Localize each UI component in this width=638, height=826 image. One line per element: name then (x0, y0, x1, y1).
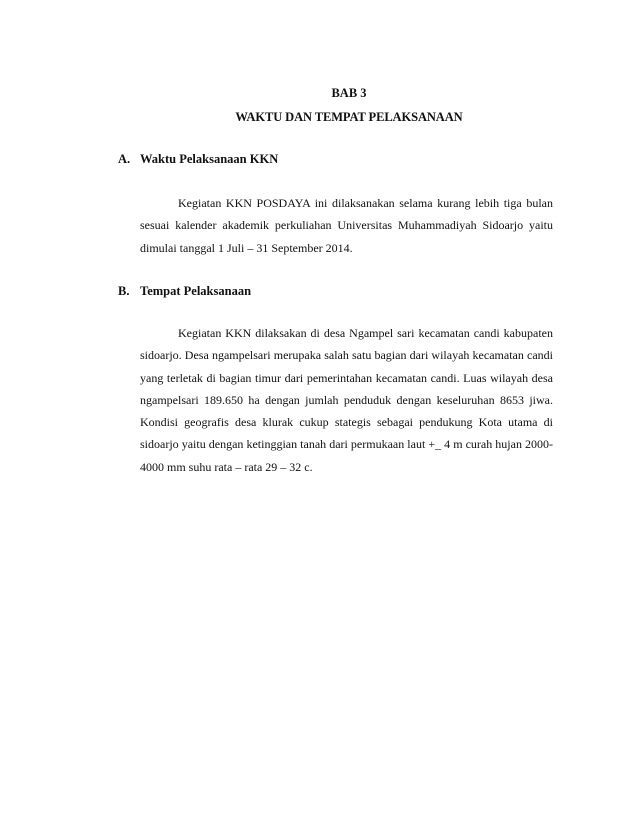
section-b-number: B. (118, 284, 130, 298)
chapter-label: BAB 3 (331, 86, 367, 100)
section-a-title: Waktu Pelaksanaan KKN (140, 152, 279, 166)
section-b-title: Tempat Pelaksanaan (140, 284, 252, 298)
section-a-heading (118, 152, 278, 167)
chapter-title: WAKTU DAN TEMPAT PELAKSANAAN (235, 110, 463, 124)
section-b-paragraph: Kegiatan KKN dilaksakan di desa Ngampel sari kecamatan candi kabupaten sidoarjo. Desa ngampelsari merupaka salah satu bagian dari wilayah kecamatan candi yang terletak di bagian timur dari pemerintahan kecamatan candi. Luas wilayah desa ngampelsari 189.650 ha dengan jumlah penduduk dengan keseluruhan 8653 jiwa. Kondisi geografis desa klurak cukup stategis sebagai pendukung Kota utama di sidoarjo yaitu dengan ketinggian tanah dari permukaan laut +_ 4 m curah hujan 2000-4000 mm suhu rata – rata 29 – 32 c. (140, 326, 553, 474)
section-b-heading (118, 284, 251, 299)
section-a-number: A. (118, 152, 131, 166)
section-a-paragraph: Kegiatan KKN POSDAYA ini dilaksanakan selama kurang lebih tiga bulan sesuai kalender akademik perkuliahan Universitas Muhammadiyah Sidoarjo yaitu dimulai tanggal 1 Juli – 31 September 2014. (140, 196, 553, 255)
